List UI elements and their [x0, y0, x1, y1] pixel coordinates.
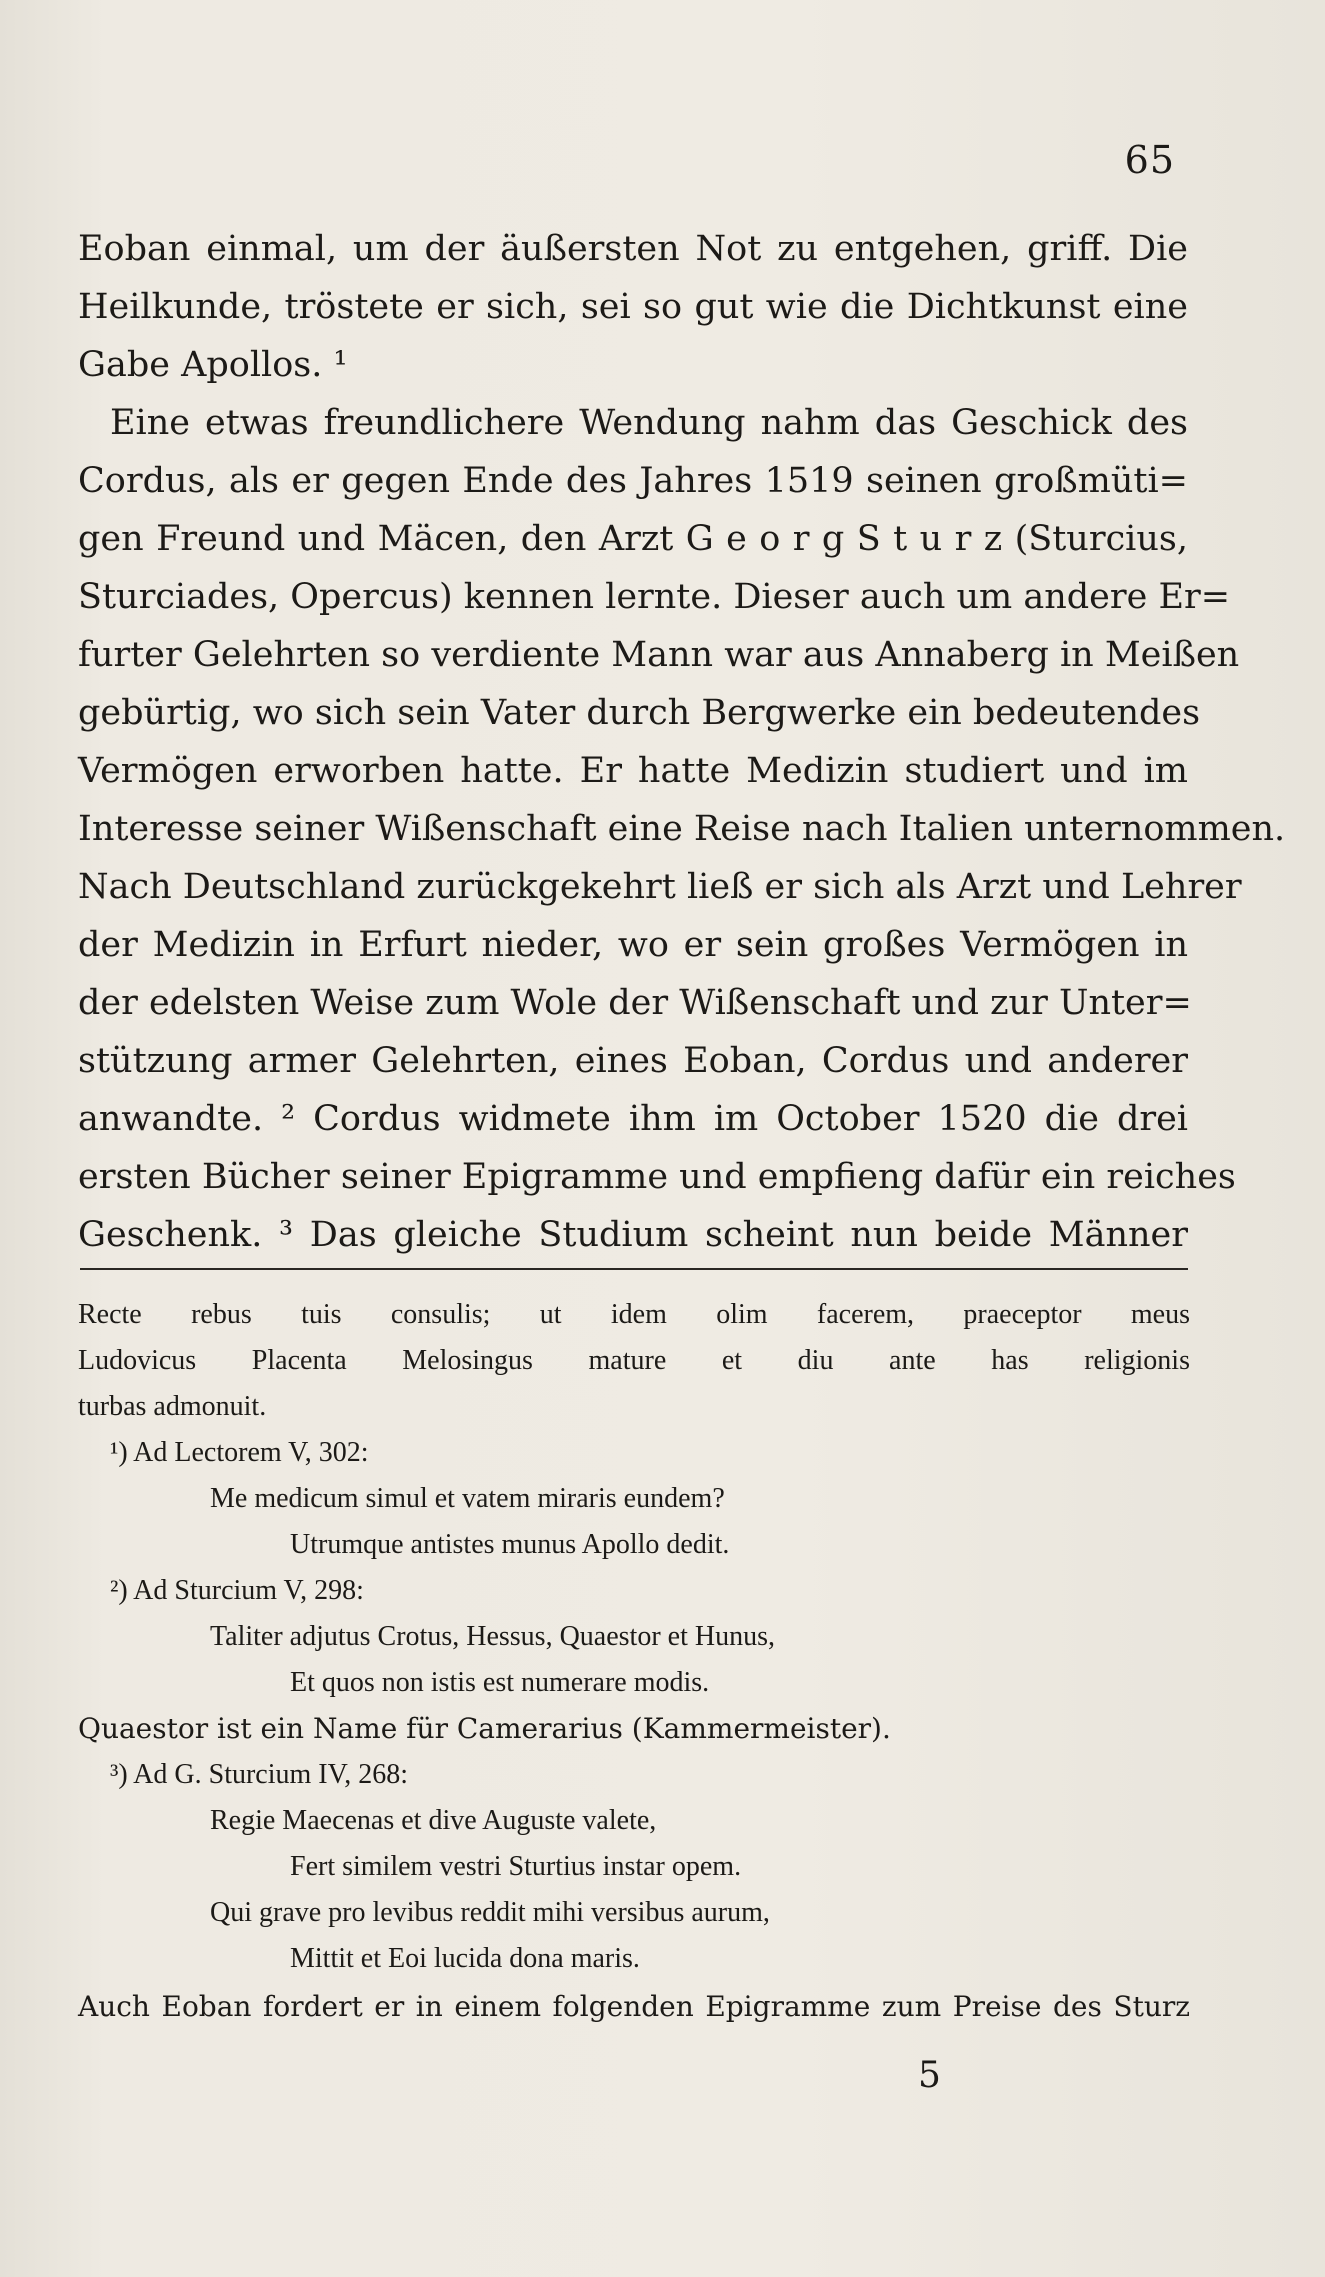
signature-mark: 5: [918, 2055, 941, 2096]
footnote-closing-line: Auch Eoban fordert er in einem folgenden Epigramme zum Preise des Sturz: [78, 1990, 1190, 2023]
text-line: der edelsten Weise zum Wole der Wißenschaft und zur Unter=: [78, 983, 1192, 1023]
text-line: gen Freund und Mäcen, den Arzt G e o r g S t u r z (Sturcius,: [78, 519, 1188, 559]
text-line: Interesse seiner Wißenschaft eine Reise nach Italien unternommen.: [78, 809, 1286, 849]
footnote-continuation: Recte rebus tuis consulis; ut idem olim facerem, praeceptor meus: [78, 1299, 1190, 1330]
text-line: anwandte. ² Cordus widmete ihm im October 1520 die drei: [78, 1099, 1188, 1139]
verse-line: Utrumque antistes munus Apollo dedit.: [290, 1529, 730, 1560]
text-line: gebürtig, wo sich sein Vater durch Bergwerke ein bedeutendes: [78, 693, 1201, 733]
footnote-continuation: Ludovicus Placenta Melosingus mature et diu ante has religionis: [78, 1345, 1190, 1376]
text-line: Sturciades, Opercus) kennen lernte. Dieser auch um andere Er=: [78, 577, 1231, 617]
text-line: Vermögen erworben hatte. Er hatte Medizin studiert und im: [78, 751, 1188, 791]
text-line: Nach Deutschland zurückgekehrt ließ er sich als Arzt und Lehrer: [78, 867, 1242, 907]
footnote-1-ref: ¹) Ad Lectorem V, 302:: [110, 1437, 369, 1468]
text-line: Eine etwas freundlichere Wendung nahm das Geschick des: [110, 403, 1188, 443]
verse-line: Me medicum simul et vatem miraris eundem?: [210, 1483, 725, 1514]
verse-line: Qui grave pro levibus reddit mihi versibus aurum,: [210, 1897, 770, 1928]
verse-line: Mittit et Eoi lucida dona maris.: [290, 1943, 640, 1974]
main-text: [78, 220, 1286, 1264]
footnote-divider: [80, 1268, 1188, 1270]
text-line: ersten Bücher seiner Epigramme und empfieng dafür ein reiches: [78, 1157, 1236, 1197]
footnote-2-ref: ²) Ad Sturcium V, 298:: [110, 1575, 364, 1606]
text-line: furter Gelehrten so verdiente Mann war aus Annaberg in Meißen: [78, 635, 1240, 675]
page-number: 65: [1124, 138, 1175, 182]
footnotes: [78, 1292, 1190, 2032]
text-line: Gabe Apollos. ¹: [78, 345, 348, 385]
footnote-3-ref: ³) Ad G. Sturcium IV, 268:: [110, 1759, 408, 1790]
verse-line: Regie Maecenas et dive Auguste valete,: [210, 1805, 657, 1836]
footnote-gloss: Quaestor ist ein Name für Camerarius (Kammermeister).: [78, 1712, 891, 1745]
text-line: stützung armer Gelehrten, eines Eoban, Cordus und anderer: [78, 1041, 1188, 1081]
verse-line: Fert similem vestri Sturtius instar opem.: [290, 1851, 742, 1882]
footnote-continuation: turbas admonuit.: [78, 1391, 267, 1422]
verse-line: Taliter adjutus Crotus, Hessus, Quaestor et Hunus,: [210, 1621, 775, 1652]
text-line: Geschenk. ³ Das gleiche Studium scheint nun beide Männer: [78, 1215, 1188, 1255]
text-line: Eoban einmal, um der äußersten Not zu entgehen, griff. Die: [78, 229, 1188, 269]
verse-line: Et quos non istis est numerare modis.: [290, 1667, 710, 1698]
text-line: Cordus, als er gegen Ende des Jahres 1519 seinen großmüti=: [78, 461, 1188, 501]
text-line: der Medizin in Erfurt nieder, wo er sein großes Vermögen in: [78, 925, 1188, 965]
text-line: Heilkunde, tröstete er sich, sei so gut wie die Dichtkunst eine: [78, 287, 1188, 327]
